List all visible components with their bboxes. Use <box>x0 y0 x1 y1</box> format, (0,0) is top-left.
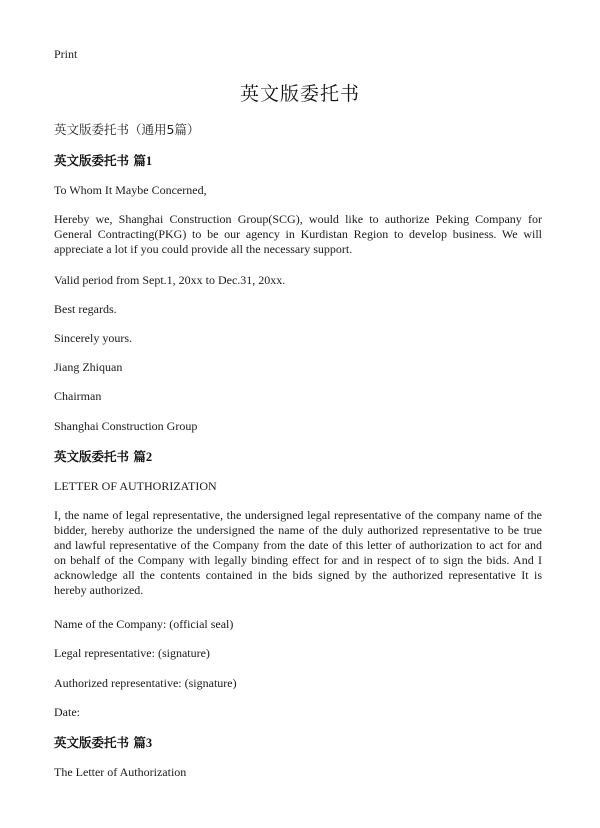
section-2-auth-rep-line: Authorized representative: (signature) <box>54 676 237 690</box>
section-1-sign-off: Sincerely yours. <box>54 331 132 345</box>
print-link[interactable]: Print <box>54 47 78 61</box>
section-1-heading <box>54 151 152 169</box>
section-2-heading <box>54 447 152 465</box>
section-2-letter-title: LETTER OF AUTHORIZATION <box>54 479 217 493</box>
section-1-greeting: To Whom It Maybe Concerned, <box>54 183 207 197</box>
section-heading-text: 英文版委托书 篇 <box>54 153 146 168</box>
section-2-legal-rep-line: Legal representative: (signature) <box>54 646 210 660</box>
section-2-body: I, the name of legal representative, the undersigned legal representative of the company name of the bidder, hereby authorize the undersigned the name of the duly authorized representative to be true and lawful representative of the Company from the date of this letter of authorization to act for and on behalf of the Company with legally binding effect for and in respect of to sign the bids. And I acknowledge all the contents contained in the bids signed by the authorized representative It is hereby authorized. <box>54 508 542 597</box>
section-1-signer-title: Chairman <box>54 389 102 403</box>
section-2-company-line: Name of the Company: (official seal) <box>54 617 234 631</box>
section-heading-number: 1 <box>145 154 153 168</box>
section-1-closing: Best regards. <box>54 302 117 316</box>
section-1-valid-period: Valid period from Sept.1, 20xx to Dec.31, 20xx. <box>54 273 286 287</box>
section-2-date-line: Date: <box>54 705 80 719</box>
section-3-heading <box>54 733 152 751</box>
section-heading-text: 英文版委托书 篇 <box>54 735 146 750</box>
section-3-letter-title: The Letter of Authorization <box>54 765 187 779</box>
document-title: 英文版委托书 <box>239 83 360 105</box>
section-heading-number: 2 <box>145 450 153 464</box>
section-1-signer-org: Shanghai Construction Group <box>54 419 198 433</box>
section-1-body: Hereby we, Shanghai Construction Group(SCG), would like to authorize Peking Company for General Contracting(PKG) to be our agency in Kurdistan Region to develop business. We will appreciate a lot if you could provide all the necessary support. <box>54 212 542 256</box>
section-heading-text: 英文版委托书 篇 <box>54 449 146 464</box>
document-subtitle: 英文版委托书（通用5篇） <box>54 122 200 137</box>
section-heading-number: 3 <box>145 736 153 750</box>
section-1-signer-name: Jiang Zhiquan <box>54 360 123 374</box>
